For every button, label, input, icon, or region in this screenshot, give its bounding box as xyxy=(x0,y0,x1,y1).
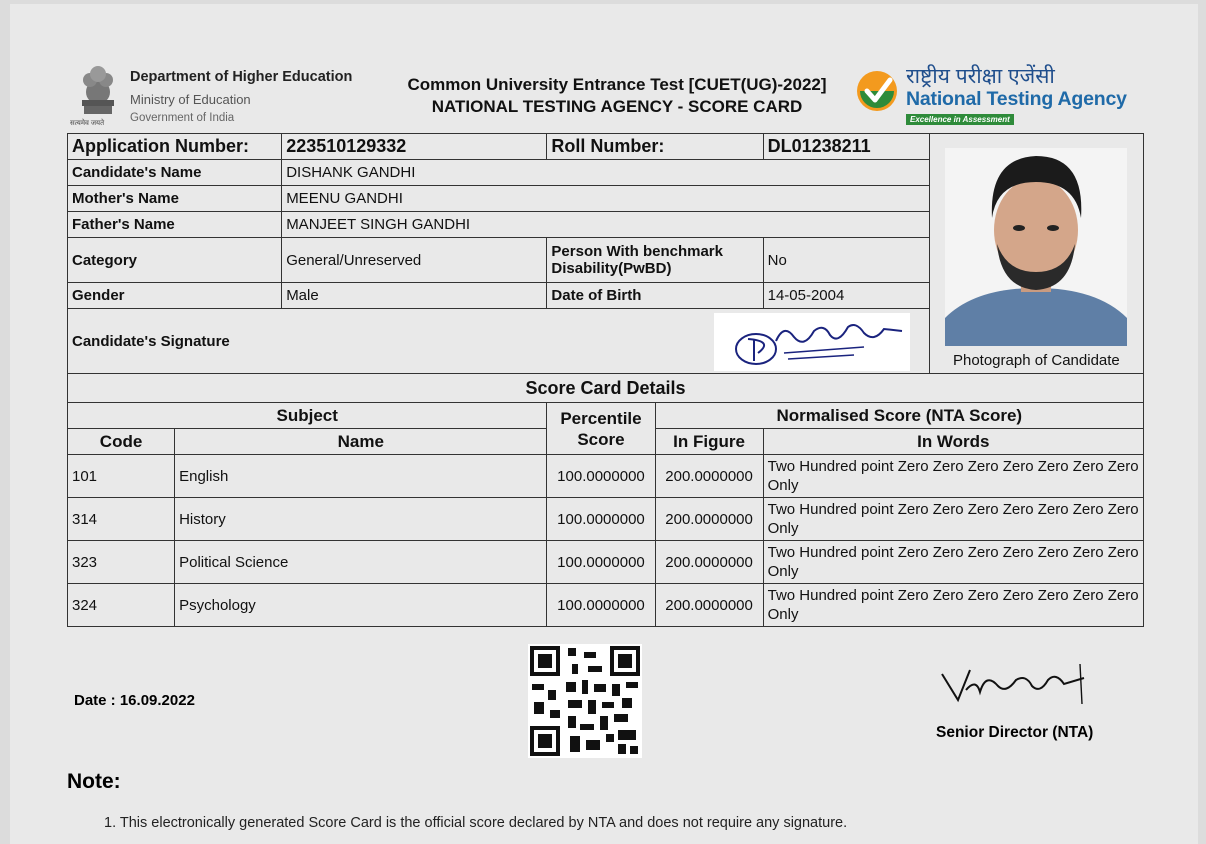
score-in-words: Two Hundred point Zero Zero Zero Zero Zero Zero Zero Only xyxy=(763,455,1143,498)
candidate-photo-icon xyxy=(945,148,1127,346)
note-heading: Note: xyxy=(67,770,121,793)
percentile-score: 100.0000000 xyxy=(547,541,655,584)
title-line-2: NATIONAL TESTING AGENCY - SCORE CARD xyxy=(431,97,803,116)
nta-logo-icon xyxy=(856,70,898,112)
mother-name-value: MEENU GANDHI xyxy=(282,186,930,212)
subject-header: Subject xyxy=(68,403,547,429)
in-figure-header: In Figure xyxy=(655,429,763,455)
issue-date: Date : 16.09.2022 xyxy=(74,692,195,709)
senior-director-label: Senior Director (NTA) xyxy=(936,724,1094,741)
gender-label: Gender xyxy=(68,283,282,309)
subject-name: Political Science xyxy=(175,541,547,584)
national-emblem-icon xyxy=(76,62,120,120)
application-number-value: 223510129332 xyxy=(282,134,547,160)
subject-name: Psychology xyxy=(175,584,547,627)
score-in-figure: 200.0000000 xyxy=(655,541,763,584)
category-label: Category xyxy=(68,238,282,283)
score-in-figure: 200.0000000 xyxy=(655,584,763,627)
department-name: Department of Higher Education xyxy=(130,69,353,85)
in-words-header: In Words xyxy=(763,429,1143,455)
father-name-label: Father's Name xyxy=(68,212,282,238)
photo-cell xyxy=(929,134,1143,374)
percentile-score: 100.0000000 xyxy=(547,498,655,541)
percentile-score: 100.0000000 xyxy=(547,455,655,498)
table-row xyxy=(68,584,1144,627)
application-number-label: Application Number: xyxy=(68,134,282,160)
percentile-header xyxy=(547,403,655,455)
percentile-score: 100.0000000 xyxy=(547,584,655,627)
dob-label: Date of Birth xyxy=(547,283,763,309)
table-row xyxy=(68,455,1144,498)
table-row xyxy=(68,541,1144,584)
percentile-header-line1: Percentile xyxy=(560,408,642,428)
score-card-table xyxy=(67,133,1144,627)
score-card-title: Score Card Details xyxy=(68,374,1144,403)
signature-row xyxy=(68,309,930,374)
score-in-words: Two Hundred point Zero Zero Zero Zero Zero Zero Zero Only xyxy=(763,584,1143,627)
subject-code: 101 xyxy=(68,455,175,498)
signature-label: Candidate's Signature xyxy=(72,332,230,350)
mother-name-label: Mother's Name xyxy=(68,186,282,212)
emblem-caption: सत्यमेव जयते xyxy=(70,120,105,127)
qr-code-icon xyxy=(528,644,642,758)
father-name-value: MANJEET SINGH GANDHI xyxy=(282,212,930,238)
score-in-words: Two Hundred point Zero Zero Zero Zero Zero Zero Zero Only xyxy=(763,498,1143,541)
percentile-header-line2: Score xyxy=(577,429,625,449)
nta-hindi-name: राष्ट्रीय परीक्षा एजेंसी xyxy=(906,65,1055,88)
gender-value: Male xyxy=(282,283,547,309)
table-row xyxy=(68,498,1144,541)
roll-number-label: Roll Number: xyxy=(547,134,763,160)
code-header: Code xyxy=(68,429,175,455)
director-signature-icon xyxy=(936,658,1090,710)
photo-caption: Photograph of Candidate xyxy=(952,352,1120,369)
candidate-name-value: DISHANK GANDHI xyxy=(282,160,930,186)
score-in-figure: 200.0000000 xyxy=(655,455,763,498)
government-name: Government of India xyxy=(130,112,235,124)
subject-code: 314 xyxy=(68,498,175,541)
nta-tagline: Excellence in Assessment xyxy=(906,114,1014,125)
note-item-1: 1. This electronically generated Score Card is the official score declared by NTA and does not require any signature. xyxy=(104,815,848,831)
ministry-name: Ministry of Education xyxy=(130,92,251,107)
dob-value: 14-05-2004 xyxy=(763,283,929,309)
pwbd-value: No xyxy=(763,238,929,283)
document-title xyxy=(382,74,852,118)
roll-number-value: DL01238211 xyxy=(763,134,929,160)
candidate-name-label: Candidate's Name xyxy=(68,160,282,186)
category-value: General/Unreserved xyxy=(282,238,547,283)
score-in-figure: 200.0000000 xyxy=(655,498,763,541)
score-card-page xyxy=(10,4,1198,844)
subject-name: English xyxy=(175,455,547,498)
subject-name: History xyxy=(175,498,547,541)
normalised-score-header: Normalised Score (NTA Score) xyxy=(655,403,1143,429)
subject-code: 323 xyxy=(68,541,175,584)
nta-english-name: National Testing Agency xyxy=(906,88,1127,110)
score-in-words: Two Hundred point Zero Zero Zero Zero Zero Zero Zero Only xyxy=(763,541,1143,584)
title-line-1: Common University Entrance Test [CUET(UG)-2022] xyxy=(407,75,827,94)
candidate-signature-icon xyxy=(714,313,910,371)
pwbd-label: Person With benchmark Disability(PwBD) xyxy=(547,238,763,283)
subject-code: 324 xyxy=(68,584,175,627)
name-header: Name xyxy=(175,429,547,455)
